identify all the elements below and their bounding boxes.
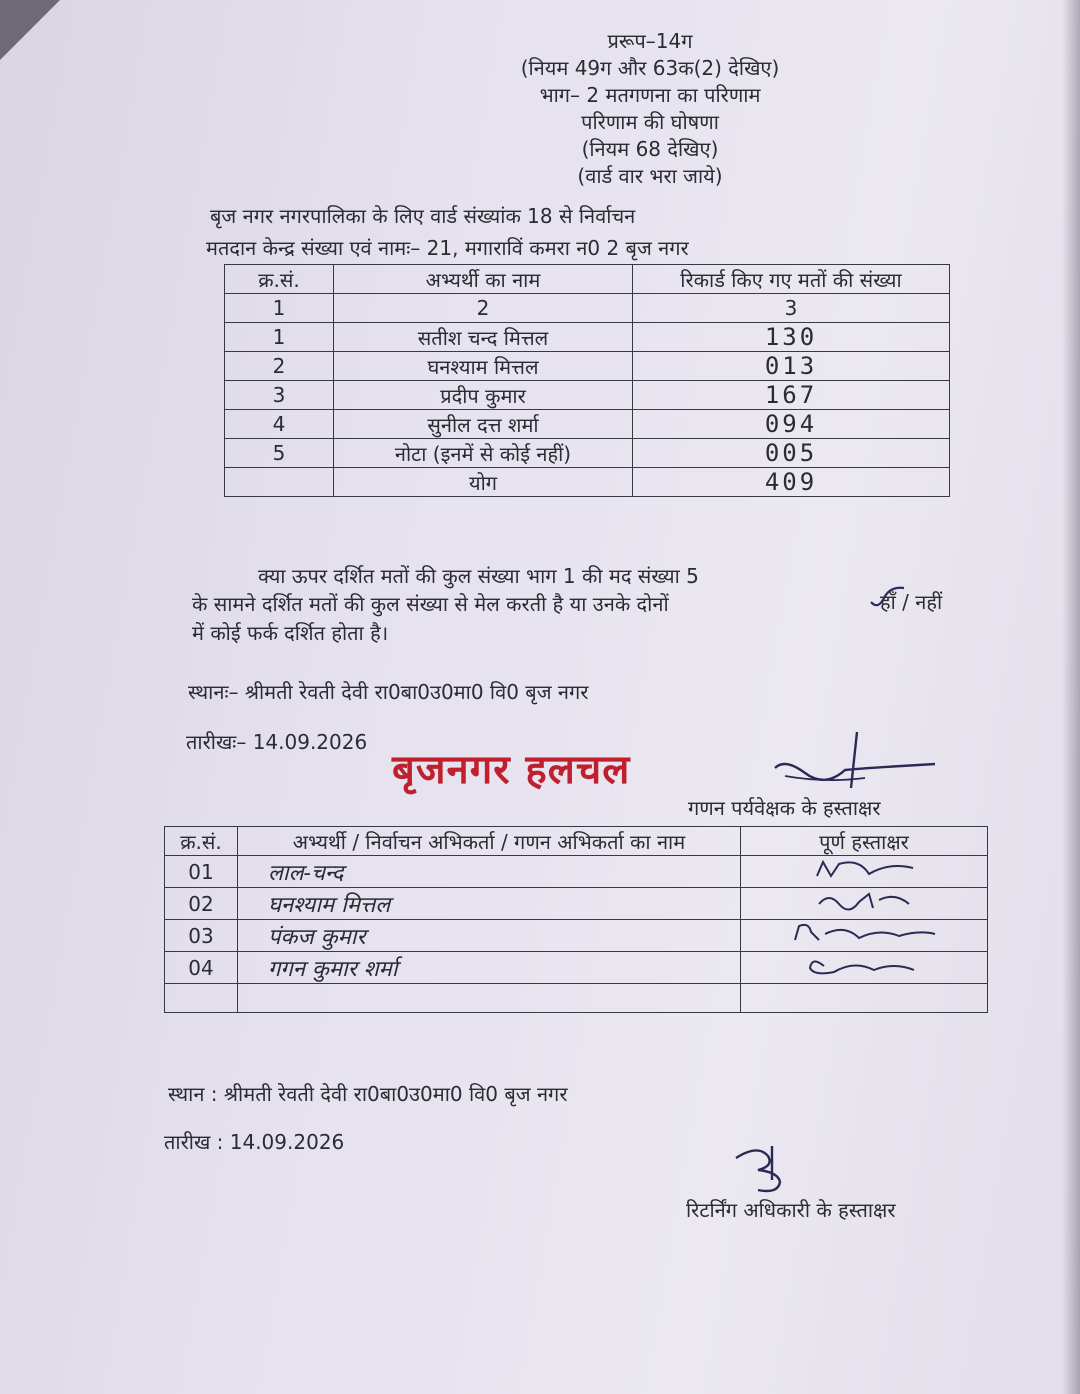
agent-name: लाल-चन्द xyxy=(238,856,741,888)
results-colnum-row xyxy=(225,294,950,323)
row-sn: 2 xyxy=(225,352,334,381)
agent-name-empty xyxy=(238,984,741,1013)
total-row xyxy=(225,468,950,497)
intro-line-1: बृज नगर नगरपालिका के लिए वार्ड संख्यांक 18 से निर्वाचन xyxy=(210,204,636,228)
agents-header-sign: पूर्ण हस्ताक्षर xyxy=(741,827,988,856)
vote-count: 167 xyxy=(633,381,950,410)
supervisor-signature xyxy=(765,728,945,798)
table-row xyxy=(225,323,950,352)
agents-header-sn: क्र.सं. xyxy=(165,827,238,856)
ward-note: (वार्ड वार भरा जाये) xyxy=(577,164,723,188)
candidate-name: सतीश चन्द मित्तल xyxy=(334,323,633,352)
returning-officer-sign-label: रिटर्निंग अधिकारी के हस्ताक्षर xyxy=(686,1198,896,1222)
supervisor-sign-label: गणन पर्यवेक्षक के हस्ताक्षर xyxy=(688,796,881,820)
date-line-1: तारीखः– 14.09.2026 xyxy=(186,730,368,754)
colnum-3: 3 xyxy=(633,294,950,323)
agent-sn-empty xyxy=(165,984,238,1013)
question-line-3: में कोई फर्क दर्शित होता है। xyxy=(192,621,389,645)
place-line-1: स्थानः– श्रीमती रेवती देवी रा0बा0उ0मा0 वि0 बृज नगर xyxy=(188,680,589,704)
results-header-name: अभ्यर्थी का नाम xyxy=(334,265,633,294)
intro-line-2: मतदान केन्द्र संख्या एवं नामः– 21, मगाराविं कमरा न0 2 बृज नगर xyxy=(206,236,689,260)
page-corner-fold xyxy=(0,0,60,60)
table-row xyxy=(225,352,950,381)
question-answer: हाँ / नहीं xyxy=(880,590,943,614)
agent-signature-cell xyxy=(741,952,988,984)
form-number: प्ररूप–14ग xyxy=(607,29,693,53)
candidate-name: सुनील दत्त शर्मा xyxy=(334,410,633,439)
agent-signature-cell xyxy=(741,888,988,920)
agents-header-row xyxy=(165,827,988,856)
question-line-2: के सामने दर्शित मतों की कुल संख्या से मेल करती है या उनके दोनों xyxy=(192,592,669,616)
agent-signature-empty xyxy=(741,984,988,1013)
results-header-row xyxy=(225,265,950,294)
colnum-2: 2 xyxy=(334,294,633,323)
row-sn: 1 xyxy=(225,323,334,352)
agent-sn: 02 xyxy=(165,888,238,920)
agent-sn: 04 xyxy=(165,952,238,984)
candidate-name: प्रदीप कुमार xyxy=(334,381,633,410)
agent-signature-4 xyxy=(804,952,924,978)
rule68-reference: (नियम 68 देखिए) xyxy=(581,137,719,161)
page-edge-shadow xyxy=(1062,0,1080,1394)
table-row xyxy=(165,888,988,920)
vote-count: 005 xyxy=(633,439,950,468)
watermark-stamp: बृजनगर हलचल xyxy=(392,747,631,793)
table-row xyxy=(165,984,988,1013)
rule-reference: (नियम 49ग और 63क(2) देखिए) xyxy=(520,56,780,80)
total-label: योग xyxy=(334,468,633,497)
agent-name: घनश्याम मित्तल xyxy=(238,888,741,920)
table-row xyxy=(225,439,950,468)
returning-officer-signature xyxy=(728,1140,798,1196)
row-sn: 3 xyxy=(225,381,334,410)
candidate-name: नोटा (इनमें से कोई नहीं) xyxy=(334,439,633,468)
results-table xyxy=(224,264,950,497)
results-header-votes: रिकार्ड किए गए मतों की संख्या xyxy=(633,265,950,294)
vote-count: 130 xyxy=(633,323,950,352)
date-line-2: तारीख : 14.09.2026 xyxy=(164,1130,345,1154)
results-header-sn: क्र.सं. xyxy=(225,265,334,294)
colnum-1: 1 xyxy=(225,294,334,323)
declaration-title: परिणाम की घोषणा xyxy=(581,110,719,134)
agent-name: पंकज कुमार xyxy=(238,920,741,952)
table-row xyxy=(165,856,988,888)
agents-table xyxy=(164,826,988,1013)
vote-count: 094 xyxy=(633,410,950,439)
answer-tick-mark xyxy=(868,584,908,614)
agent-signature-2 xyxy=(809,888,919,914)
table-row xyxy=(225,410,950,439)
row-sn: 4 xyxy=(225,410,334,439)
total-votes: 409 xyxy=(633,468,950,497)
vote-count: 013 xyxy=(633,352,950,381)
total-sn-empty xyxy=(225,468,334,497)
agent-signature-3 xyxy=(789,920,939,946)
row-sn: 5 xyxy=(225,439,334,468)
question-line-1: क्या ऊपर दर्शित मतों की कुल संख्या भाग 1 की मद संख्या 5 xyxy=(258,564,699,588)
agent-sn: 01 xyxy=(165,856,238,888)
agents-header-name: अभ्यर्थी / निर्वाचन अभिकर्ता / गणन अभिकर्ता का नाम xyxy=(238,827,741,856)
agent-name: गगन कुमार शर्मा xyxy=(238,952,741,984)
part-title: भाग– 2 मतगणना का परिणाम xyxy=(539,83,761,107)
table-row xyxy=(165,920,988,952)
agent-signature-cell xyxy=(741,856,988,888)
table-row xyxy=(225,381,950,410)
agent-signature-cell xyxy=(741,920,988,952)
form-header xyxy=(400,28,900,190)
candidate-name: घनश्याम मित्तल xyxy=(334,352,633,381)
agent-sn: 03 xyxy=(165,920,238,952)
place-line-2: स्थान : श्रीमती रेवती देवी रा0बा0उ0मा0 वि0 बृज नगर xyxy=(168,1082,568,1106)
table-row xyxy=(165,952,988,984)
agent-signature-1 xyxy=(809,856,919,882)
